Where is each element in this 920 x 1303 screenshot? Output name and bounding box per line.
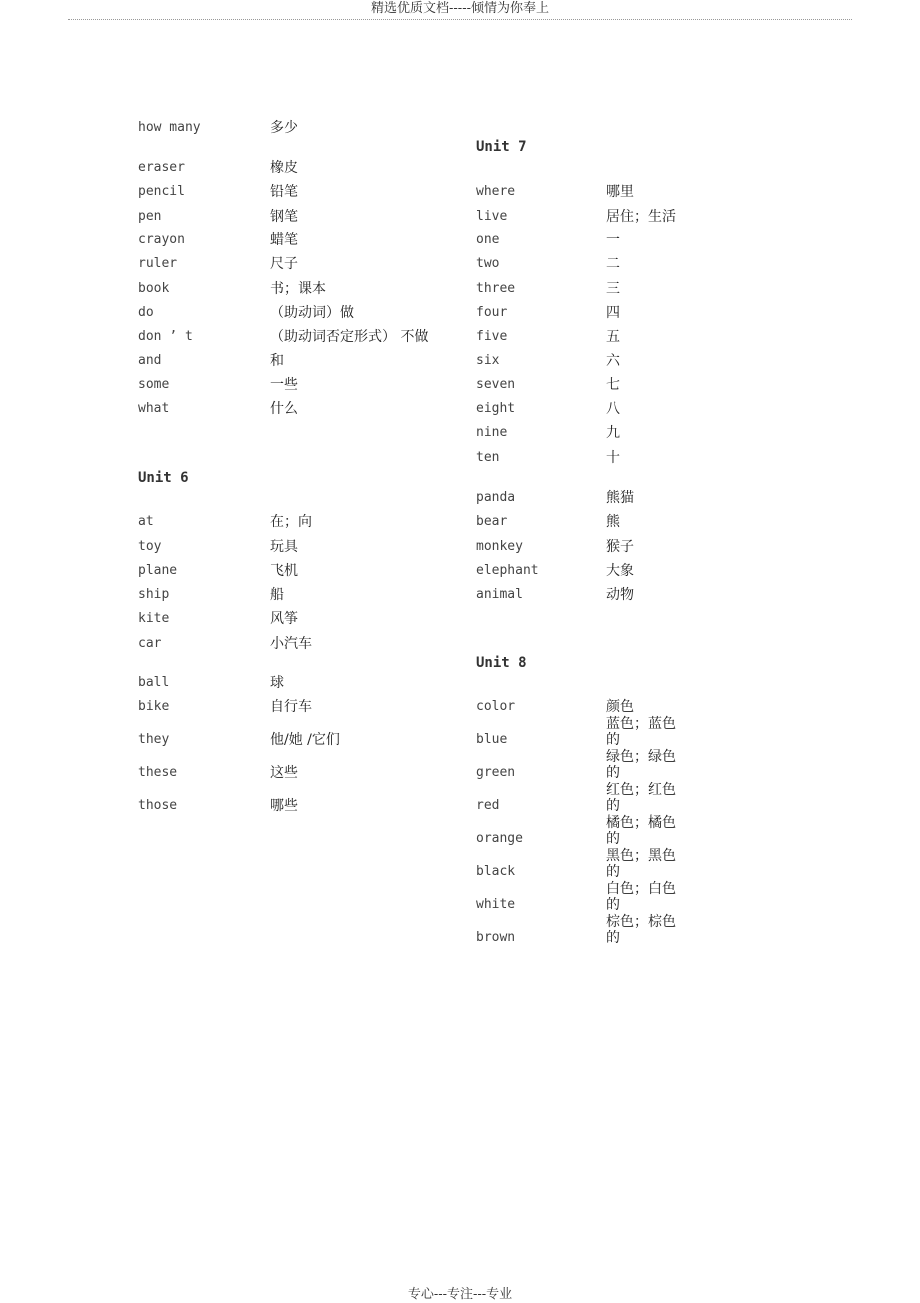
- word-cn: 小汽车: [270, 636, 312, 652]
- word-cn: 六: [606, 353, 620, 369]
- word-en: pencil: [138, 184, 185, 199]
- word-cn: 三: [606, 281, 620, 297]
- word-cn: （助动词）做: [270, 305, 354, 321]
- word-cn: 红色；红色的: [606, 782, 676, 814]
- word-cn: 这些: [270, 765, 298, 781]
- word-en: toy: [138, 539, 162, 554]
- word-cn: 居住；生活: [606, 209, 676, 225]
- word-cn: 他/她 /它们: [270, 732, 340, 748]
- word-en: kite: [138, 611, 170, 626]
- word-en: one: [476, 232, 500, 247]
- page-footer: 专心---专注---专业: [407, 1287, 513, 1302]
- word-cn: 动物: [606, 587, 634, 603]
- word-en: ten: [476, 450, 500, 465]
- word-cn: 飞机: [270, 563, 298, 579]
- word-cn: 什么: [270, 401, 298, 417]
- word-cn: （助动词否定形式） 不做: [270, 329, 429, 345]
- word-cn: 绿色；绿色的: [606, 749, 676, 781]
- word-en: blue: [476, 732, 508, 747]
- word-cn: 在；向: [270, 514, 312, 530]
- word-en: orange: [476, 831, 523, 846]
- word-cn: 尺子: [270, 256, 298, 272]
- word-en: and: [138, 353, 162, 368]
- word-cn: 风筝: [270, 611, 298, 627]
- word-en: seven: [476, 377, 516, 392]
- word-cn: 橡皮: [270, 160, 298, 176]
- word-en: four: [476, 305, 508, 320]
- word-en: panda: [476, 490, 516, 505]
- word-cn: 二: [606, 256, 620, 272]
- word-en: book: [138, 281, 170, 296]
- word-en: do: [138, 305, 154, 320]
- word-en: those: [138, 798, 178, 813]
- word-en: animal: [476, 587, 523, 602]
- word-cn: 自行车: [270, 699, 312, 715]
- word-cn: 多少: [270, 120, 298, 136]
- word-en: ship: [138, 587, 170, 602]
- word-en: monkey: [476, 539, 523, 554]
- word-en: pen: [138, 209, 162, 224]
- word-en: color: [476, 699, 516, 714]
- word-cn: 橘色；橘色的: [606, 815, 676, 847]
- unit-6-heading: Unit 6: [138, 470, 189, 486]
- word-en: red: [476, 798, 500, 813]
- word-en: nine: [476, 425, 508, 440]
- word-cn: 颜色: [606, 699, 634, 715]
- word-en: car: [138, 636, 162, 651]
- word-en: green: [476, 765, 516, 780]
- word-cn: 钢笔: [270, 209, 298, 225]
- word-cn: 七: [606, 377, 620, 393]
- word-en: brown: [476, 930, 516, 945]
- word-cn: 一: [606, 232, 620, 248]
- word-cn: 书；课本: [270, 281, 326, 297]
- word-cn: 熊: [606, 514, 620, 530]
- word-cn: 蜡笔: [270, 232, 298, 248]
- unit-8-heading: Unit 8: [476, 655, 527, 671]
- word-en: ball: [138, 675, 170, 690]
- word-en: live: [476, 209, 508, 224]
- unit-7-heading: Unit 7: [476, 139, 527, 155]
- word-en: six: [476, 353, 500, 368]
- word-en: elephant: [476, 563, 539, 578]
- word-en: five: [476, 329, 508, 344]
- word-cn: 黑色；黑色的: [606, 848, 676, 880]
- word-cn: 八: [606, 401, 620, 417]
- word-cn: 哪些: [270, 798, 298, 814]
- word-en: what: [138, 401, 170, 416]
- word-cn: 猴子: [606, 539, 634, 555]
- word-cn: 铅笔: [270, 184, 298, 200]
- word-cn: 一些: [270, 377, 298, 393]
- word-cn: 十: [606, 450, 620, 466]
- word-en: plane: [138, 563, 178, 578]
- word-cn: 棕色；棕色的: [606, 914, 676, 946]
- word-en: crayon: [138, 232, 185, 247]
- word-cn: 球: [270, 675, 284, 691]
- word-en: bike: [138, 699, 170, 714]
- word-en: three: [476, 281, 516, 296]
- word-en: these: [138, 765, 178, 780]
- word-en: eight: [476, 401, 516, 416]
- page-header: 精选优质文档-----倾情为你奉上: [68, 0, 852, 20]
- word-cn: 哪里: [606, 184, 634, 200]
- word-en: bear: [476, 514, 508, 529]
- word-en: some: [138, 377, 170, 392]
- word-cn: 和: [270, 353, 284, 369]
- word-en: eraser: [138, 160, 185, 175]
- word-en: two: [476, 256, 500, 271]
- word-en: ruler: [138, 256, 178, 271]
- word-cn: 蓝色；蓝色的: [606, 716, 676, 748]
- word-en: at: [138, 514, 154, 529]
- word-cn: 玩具: [270, 539, 298, 555]
- word-cn: 白色；白色的: [606, 881, 676, 913]
- word-cn: 四: [606, 305, 620, 321]
- word-cn: 九: [606, 425, 620, 441]
- word-cn: 大象: [606, 563, 634, 579]
- word-cn: 船: [270, 587, 284, 603]
- word-en: don ’ t: [138, 329, 193, 344]
- word-en: where: [476, 184, 516, 199]
- word-en: how many: [138, 120, 201, 135]
- word-en: white: [476, 897, 516, 912]
- word-en: black: [476, 864, 516, 879]
- word-cn: 五: [606, 329, 620, 345]
- word-cn: 熊猫: [606, 490, 634, 506]
- word-en: they: [138, 732, 170, 747]
